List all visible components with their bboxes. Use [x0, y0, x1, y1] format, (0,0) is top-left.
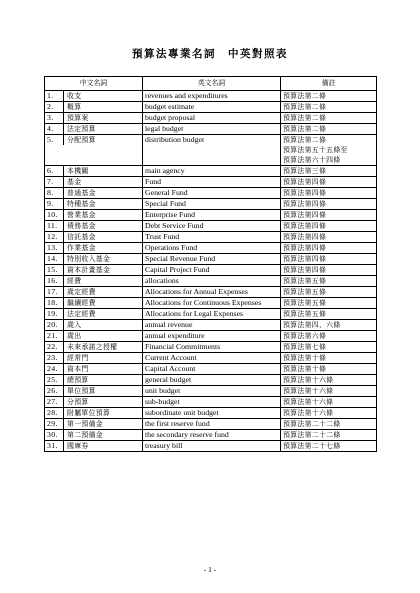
- english-term: legal budget: [143, 124, 281, 135]
- note-cell: [281, 166, 377, 177]
- chinese-term: 歲入: [67, 321, 82, 329]
- note-reference: 預算法第五十五條至: [283, 146, 348, 154]
- chinese-term: 經費: [67, 277, 82, 285]
- english-term: Special Fund: [143, 199, 281, 210]
- chinese-term: 歲出: [67, 332, 82, 340]
- note-cell: [281, 353, 377, 364]
- note-reference: 預算法第二十七條: [283, 442, 341, 450]
- note-reference: 預算法第二條: [283, 92, 327, 100]
- note-cell: [281, 243, 377, 254]
- chinese-term-cell: [45, 276, 143, 287]
- english-term: annual expenditure: [143, 331, 281, 342]
- chinese-term-cell: [45, 386, 143, 397]
- chinese-term-cell: [45, 397, 143, 408]
- note-cell: [281, 309, 377, 320]
- chinese-term: 第一預備金: [67, 420, 103, 428]
- note-cell: [281, 430, 377, 441]
- note-reference: 預算法第四條: [283, 222, 327, 230]
- note-cell: [281, 287, 377, 298]
- chinese-term-cell: [45, 177, 143, 188]
- row-number: 30.: [45, 430, 64, 440]
- row-number: 2.: [45, 102, 64, 112]
- row-number: 17.: [45, 287, 64, 297]
- row-number: 10.: [45, 210, 64, 220]
- chinese-term: 分預算: [67, 398, 89, 406]
- english-term: treasury bill: [143, 441, 281, 452]
- page-number: - 1 -: [203, 565, 217, 574]
- english-term: annual revenue: [143, 320, 281, 331]
- table-row: [45, 309, 377, 320]
- row-number: 8.: [45, 188, 64, 198]
- table-row: [45, 243, 377, 254]
- chinese-term-cell: [45, 210, 143, 221]
- table-row: [45, 342, 377, 353]
- chinese-term: 第二預備金: [67, 431, 103, 439]
- chinese-term: 未來承諾之授權: [67, 343, 118, 351]
- note-cell: [281, 441, 377, 452]
- chinese-term-cell: [45, 91, 143, 102]
- row-number: 15.: [45, 265, 64, 275]
- table-row: [45, 375, 377, 386]
- table-row: [45, 221, 377, 232]
- glossary-table: [44, 76, 377, 452]
- chinese-term-cell: [45, 331, 143, 342]
- chinese-term-cell: [45, 135, 143, 166]
- row-number: 3.: [45, 113, 64, 123]
- chinese-term-cell: [45, 353, 143, 364]
- chinese-term: 分配預算: [67, 136, 96, 144]
- note-reference: 預算法第四條: [283, 266, 327, 274]
- table-header-row: [45, 77, 377, 91]
- chinese-term: 營業基金: [67, 211, 96, 219]
- note-cell: [281, 298, 377, 309]
- english-term: Special Revenue Fund: [143, 254, 281, 265]
- note-cell: [281, 177, 377, 188]
- english-term: Operations Fund: [143, 243, 281, 254]
- note-reference: 預算法第五條: [283, 310, 327, 318]
- note-cell: [281, 199, 377, 210]
- row-number: 31.: [45, 441, 64, 451]
- row-number: 21.: [45, 331, 64, 341]
- english-term: Allocations for Annual Expenses: [143, 287, 281, 298]
- table-row: [45, 188, 377, 199]
- chinese-term: 信託基金: [67, 233, 96, 241]
- chinese-term-cell: [45, 364, 143, 375]
- note-cell: [281, 331, 377, 342]
- note-reference: 預算法第二十二條: [283, 431, 341, 439]
- page-title: 預算法專業名詞 中英對照表: [132, 48, 288, 60]
- row-number: 14.: [45, 254, 64, 264]
- table-row: [45, 265, 377, 276]
- english-term: Capital Account: [143, 364, 281, 375]
- table-row: [45, 102, 377, 113]
- table-row: [45, 364, 377, 375]
- note-cell: [281, 397, 377, 408]
- table-body: [45, 91, 377, 452]
- table-row: [45, 254, 377, 265]
- row-number: 11.: [45, 221, 64, 231]
- note-cell: [281, 210, 377, 221]
- english-term: General Fund: [143, 188, 281, 199]
- chinese-term: 作業基金: [67, 244, 96, 252]
- note-cell: [281, 342, 377, 353]
- note-cell: [281, 221, 377, 232]
- table-row: [45, 287, 377, 298]
- chinese-term: 債務基金: [67, 222, 96, 230]
- english-term: Financial Commitments: [143, 342, 281, 353]
- chinese-term-cell: [45, 320, 143, 331]
- note-reference: 預算法第二條: [283, 103, 327, 111]
- row-number: 5.: [45, 135, 64, 145]
- note-reference: 預算法第十條: [283, 365, 327, 373]
- note-cell: [281, 124, 377, 135]
- note-reference: 預算法第二條: [283, 114, 327, 122]
- chinese-term: 資本計畫基金: [67, 266, 111, 274]
- chinese-term-cell: [45, 342, 143, 353]
- table-row: [45, 331, 377, 342]
- english-term: Allocations for Legal Expenses: [143, 309, 281, 320]
- english-term: Trust Fund: [143, 232, 281, 243]
- english-term: revenues and expenditures: [143, 91, 281, 102]
- note-reference: 預算法第二十二條: [283, 420, 341, 428]
- chinese-term-cell: [45, 124, 143, 135]
- english-term: budget proposal: [143, 113, 281, 124]
- table-row: [45, 397, 377, 408]
- header-note: 備註: [281, 77, 377, 91]
- chinese-term-cell: [45, 166, 143, 177]
- note-reference: 預算法第三條: [283, 167, 327, 175]
- english-term: Debt Service Fund: [143, 221, 281, 232]
- row-number: 1.: [45, 91, 64, 101]
- english-term: main agency: [143, 166, 281, 177]
- table-row: [45, 232, 377, 243]
- chinese-term: 國庫券: [67, 442, 89, 450]
- table-row: [45, 276, 377, 287]
- header-english-term: 英文名詞: [143, 77, 281, 91]
- english-term: Allocations for Continuous Expenses: [143, 298, 281, 309]
- row-number: 25.: [45, 375, 64, 385]
- note-reference: 預算法第四、六條: [283, 321, 341, 329]
- english-term: sub-budget: [143, 397, 281, 408]
- note-reference: 預算法第六條: [283, 332, 327, 340]
- note-cell: [281, 320, 377, 331]
- chinese-term: 收支: [67, 92, 82, 100]
- note-reference: 預算法第二條: [283, 136, 327, 144]
- chinese-term: 資本門: [67, 365, 89, 373]
- table-row: [45, 113, 377, 124]
- row-number: 4.: [45, 124, 64, 134]
- note-reference: 預算法第五條: [283, 288, 327, 296]
- note-cell: [281, 419, 377, 430]
- note-cell: [281, 386, 377, 397]
- chinese-term: 預算案: [67, 114, 89, 122]
- note-reference: 預算法第四條: [283, 255, 327, 263]
- table-row: [45, 419, 377, 430]
- chinese-term-cell: [45, 430, 143, 441]
- row-number: 28.: [45, 408, 64, 418]
- note-reference: 預算法第四條: [283, 211, 327, 219]
- table-row: [45, 166, 377, 177]
- note-reference: 預算法第四條: [283, 244, 327, 252]
- note-reference: 預算法第十六條: [283, 409, 334, 417]
- chinese-term: 法定預算: [67, 125, 96, 133]
- chinese-term: 基金: [67, 178, 82, 186]
- english-term: general budget: [143, 375, 281, 386]
- note-cell: [281, 113, 377, 124]
- chinese-term-cell: [45, 221, 143, 232]
- note-reference: 預算法第十六條: [283, 376, 334, 384]
- table-row: [45, 298, 377, 309]
- header-chinese-term: 中文名詞: [45, 77, 143, 91]
- note-cell: [281, 265, 377, 276]
- table-row: [45, 320, 377, 331]
- row-number: 9.: [45, 199, 64, 209]
- note-reference: 預算法第十條: [283, 354, 327, 362]
- row-number: 7.: [45, 177, 64, 187]
- note-cell: [281, 135, 377, 166]
- note-cell: [281, 408, 377, 419]
- english-term: Fund: [143, 177, 281, 188]
- note-reference: 預算法第十六條: [283, 398, 334, 406]
- chinese-term: 附屬單位預算: [67, 409, 111, 417]
- chinese-term-cell: [45, 408, 143, 419]
- note-cell: [281, 375, 377, 386]
- chinese-term: 普通基金: [67, 189, 96, 197]
- chinese-term: 總預算: [67, 376, 89, 384]
- row-number: 19.: [45, 309, 64, 319]
- note-cell: [281, 364, 377, 375]
- english-term: the first reserve fund: [143, 419, 281, 430]
- row-number: 18.: [45, 298, 64, 308]
- chinese-term-cell: [45, 309, 143, 320]
- chinese-term-cell: [45, 287, 143, 298]
- row-number: 12.: [45, 232, 64, 242]
- english-term: subordinate unit budget: [143, 408, 281, 419]
- chinese-term-cell: [45, 265, 143, 276]
- row-number: 23.: [45, 353, 64, 363]
- chinese-term: 特別收入基金: [67, 255, 111, 263]
- row-number: 26.: [45, 386, 64, 396]
- table-row: [45, 135, 377, 166]
- table-row: [45, 177, 377, 188]
- english-term: distribution budget: [143, 135, 281, 166]
- chinese-term: 概算: [67, 103, 82, 111]
- note-reference: 預算法第五條: [283, 277, 327, 285]
- table-row: [45, 91, 377, 102]
- note-reference: 預算法第四條: [283, 189, 327, 197]
- note-cell: [281, 91, 377, 102]
- note-reference: 預算法第十六條: [283, 387, 334, 395]
- chinese-term-cell: [45, 298, 143, 309]
- note-reference: 預算法第七條: [283, 343, 327, 351]
- chinese-term-cell: [45, 199, 143, 210]
- chinese-term-cell: [45, 232, 143, 243]
- note-reference: 預算法第二條: [283, 125, 327, 133]
- chinese-term: 單位預算: [67, 387, 96, 395]
- english-term: allocations: [143, 276, 281, 287]
- table-row: [45, 430, 377, 441]
- table-row: [45, 408, 377, 419]
- note-reference: 預算法第五條: [283, 299, 327, 307]
- note-reference: 預算法第四條: [283, 178, 327, 186]
- chinese-term-cell: [45, 419, 143, 430]
- chinese-term-cell: [45, 441, 143, 452]
- table-row: [45, 386, 377, 397]
- note-cell: [281, 102, 377, 113]
- row-number: 13.: [45, 243, 64, 253]
- english-term: the secondary reserve fund: [143, 430, 281, 441]
- chinese-term: 歲定經費: [67, 288, 96, 296]
- chinese-term: 法定經費: [67, 310, 96, 318]
- english-term: Current Account: [143, 353, 281, 364]
- row-number: 29.: [45, 419, 64, 429]
- chinese-term: 特種基金: [67, 200, 96, 208]
- chinese-term-cell: [45, 113, 143, 124]
- note-cell: [281, 276, 377, 287]
- chinese-term-cell: [45, 188, 143, 199]
- note-reference: 預算法第六十四條: [283, 156, 341, 164]
- row-number: 16.: [45, 276, 64, 286]
- english-term: budget estimate: [143, 102, 281, 113]
- chinese-term: 繼續經費: [67, 299, 96, 307]
- english-term: unit budget: [143, 386, 281, 397]
- table-row: [45, 353, 377, 364]
- note-cell: [281, 232, 377, 243]
- row-number: 22.: [45, 342, 64, 352]
- english-term: Enterprise Fund: [143, 210, 281, 221]
- row-number: 24.: [45, 364, 64, 374]
- table-row: [45, 210, 377, 221]
- row-number: 27.: [45, 397, 64, 407]
- note-cell: [281, 254, 377, 265]
- table-row: [45, 199, 377, 210]
- note-cell: [281, 188, 377, 199]
- row-number: 6.: [45, 166, 64, 176]
- chinese-term-cell: [45, 375, 143, 386]
- chinese-term: 本機關: [67, 167, 89, 175]
- table-row: [45, 441, 377, 452]
- chinese-term-cell: [45, 243, 143, 254]
- chinese-term-cell: [45, 102, 143, 113]
- chinese-term: 經常門: [67, 354, 89, 362]
- note-reference: 預算法第四條: [283, 233, 327, 241]
- english-term: Capital Project Fund: [143, 265, 281, 276]
- note-reference: 預算法第四條: [283, 200, 327, 208]
- table-row: [45, 124, 377, 135]
- row-number: 20.: [45, 320, 64, 330]
- chinese-term-cell: [45, 254, 143, 265]
